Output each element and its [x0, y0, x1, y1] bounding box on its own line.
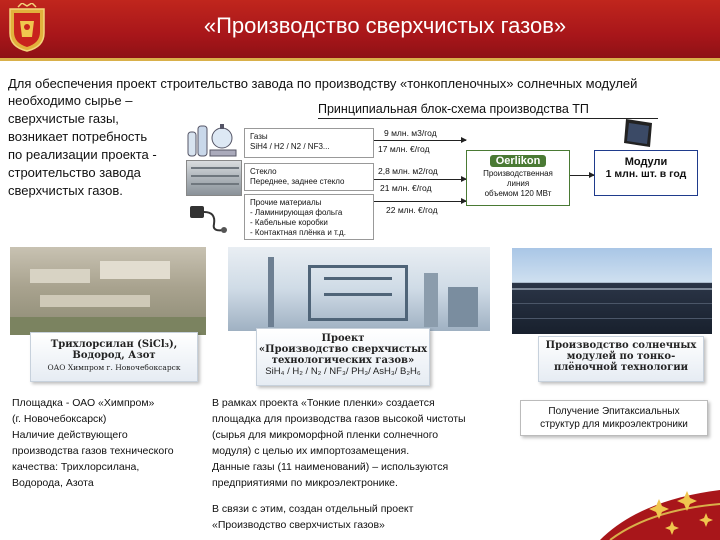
- epitaxial-box-line-2: структур для микроэлектроники: [540, 419, 688, 430]
- epitaxial-box-line-1: Получение Эпитаксиальных: [548, 406, 680, 417]
- intro-line-7: сверхчистых газов.: [8, 183, 123, 198]
- gas-cylinders-icon: [184, 120, 242, 160]
- modules-title: Модули: [624, 156, 668, 168]
- project-text-line-7: В связи с этим, создан отдельный проект: [212, 503, 414, 515]
- rate-gases-cost: 17 млн. €/год: [378, 144, 430, 154]
- project-text-line-6: предприятиями по микроэлектронике.: [212, 477, 398, 489]
- intro-line-5: по реализации проекта -: [8, 147, 157, 162]
- project-text-line-3: (сырья для микроморфной пленки солнечного: [212, 429, 439, 441]
- gas-plant-photo: [228, 247, 490, 331]
- emblem-icon: [4, 3, 50, 53]
- intro-line-2: необходимо сырье –: [8, 93, 133, 108]
- intro-line-4: возникает потребность: [8, 129, 148, 144]
- project-text-line-5: Данные газы (11 наименований) – используются: [212, 461, 449, 473]
- solar-production-caption-line-1: Производство солнечных: [545, 340, 697, 351]
- arrow-to-modules: [570, 175, 594, 176]
- other-materials-item-1: - Ламинирующая фольга: [250, 208, 343, 217]
- site-text-line-1: Площадка - ОАО «Химпром»: [12, 397, 155, 409]
- site-text-line-6: Водорода, Азота: [12, 477, 94, 489]
- gas-project-caption-line-3: технологических газов»: [271, 355, 415, 366]
- chemical-plant-aerial-photo: [10, 247, 206, 335]
- site-text-line-3: Наличие действующего: [12, 429, 128, 441]
- solar-production-caption-line-3: плёночной технологии: [553, 362, 689, 373]
- solar-field-photo: [512, 248, 712, 334]
- chemical-plant-caption-line-2: Водород, Азот: [72, 350, 156, 361]
- solar-panel-icon: [620, 117, 656, 149]
- rate-glass-cost: 21 млн. €/год: [380, 183, 432, 193]
- oerlikon-logo: Oerlikon: [490, 155, 547, 167]
- chemical-plant-caption: [30, 332, 198, 382]
- solar-production-caption-line-2: модулей по тонко-: [566, 351, 676, 362]
- intro-line-3: сверхчистые газы,: [8, 111, 119, 126]
- project-text-line-8: «Производство сверхчистых газов»: [212, 519, 385, 531]
- site-text-line-4: производства газов технического: [12, 445, 174, 457]
- modules-output: 1 млн. шт. в год: [605, 168, 687, 180]
- rate-glass-area: 2,8 млн. м2/год: [378, 166, 438, 176]
- rate-other-cost: 22 млн. €/год: [386, 205, 438, 215]
- project-text-line-4: модуля) с целью их импортозамещения.: [212, 445, 410, 457]
- glass-box-detail: Переднее, заднее стекло: [250, 177, 345, 186]
- page-title: «Производство сверхчистых газов»: [203, 13, 567, 38]
- project-text-line-1: В рамках проекта «Тонкие пленки» создается: [212, 397, 435, 409]
- gases-box: [244, 128, 374, 158]
- arrow-other: [374, 201, 466, 202]
- diagram-title: Принципиальная блок-схема производства ТП: [318, 102, 589, 116]
- gas-project-caption: [256, 328, 430, 386]
- chemical-plant-caption-line-3: ОАО Химпром г. Новочебоксарск: [47, 363, 181, 372]
- other-materials-box: [244, 194, 374, 240]
- glass-box: [244, 163, 374, 191]
- other-materials-item-2: - Кабельные коробки: [250, 218, 328, 227]
- oerlikon-line-1: Производственная: [483, 169, 553, 178]
- diagram-title-underline: [318, 118, 658, 119]
- epitaxial-box: [520, 400, 708, 436]
- title-banner-rule: [0, 58, 720, 61]
- other-materials-title: Прочие материалы: [250, 198, 322, 207]
- gases-box-list: SiH4 / H2 / N2 / NF3...: [250, 142, 330, 151]
- solar-production-caption: [538, 336, 704, 382]
- modules-box: [594, 150, 698, 196]
- site-text-line-2: (г. Новочебоксарск): [12, 413, 107, 425]
- oerlikon-line-box: [466, 150, 570, 206]
- gas-project-caption-line-4: SiH₄ / H₂ / N₂ / NF₃/ PH₃/ AsH₃/ B₂H₆: [265, 366, 421, 377]
- chemical-plant-caption-line-1: Трихлорсилан (SiCl₃),: [50, 339, 178, 350]
- glass-plant-image: [186, 160, 242, 196]
- gas-project-caption-line-2: «Производство сверхчистых: [258, 344, 428, 355]
- arrow-gases: [374, 140, 466, 141]
- gases-box-title: Газы: [250, 132, 268, 141]
- oerlikon-line-3: объемом 120 МВт: [484, 189, 552, 198]
- decorative-ornament-icon: [600, 470, 720, 540]
- glass-box-title: Стекло: [250, 167, 277, 176]
- intro-line-1: Для обеспечения проект строительство завода по производству «тонкопленочных» солнечных модулей: [8, 76, 638, 91]
- oerlikon-line-2: линия: [506, 179, 530, 188]
- arrow-glass: [374, 179, 466, 180]
- project-text-line-2: площадка для производства газов высокой чистоты: [212, 413, 466, 425]
- gas-project-caption-line-1: Проект: [321, 333, 365, 344]
- junction-box-icon: [186, 200, 230, 236]
- rate-gases-volume: 9 млн. м3/год: [384, 128, 437, 138]
- intro-line-6: строительство завода: [8, 165, 141, 180]
- site-text-line-5: качества: Трихлорсилана,: [12, 461, 140, 473]
- other-materials-item-3: - Контактная плёнка и т.д.: [250, 228, 346, 237]
